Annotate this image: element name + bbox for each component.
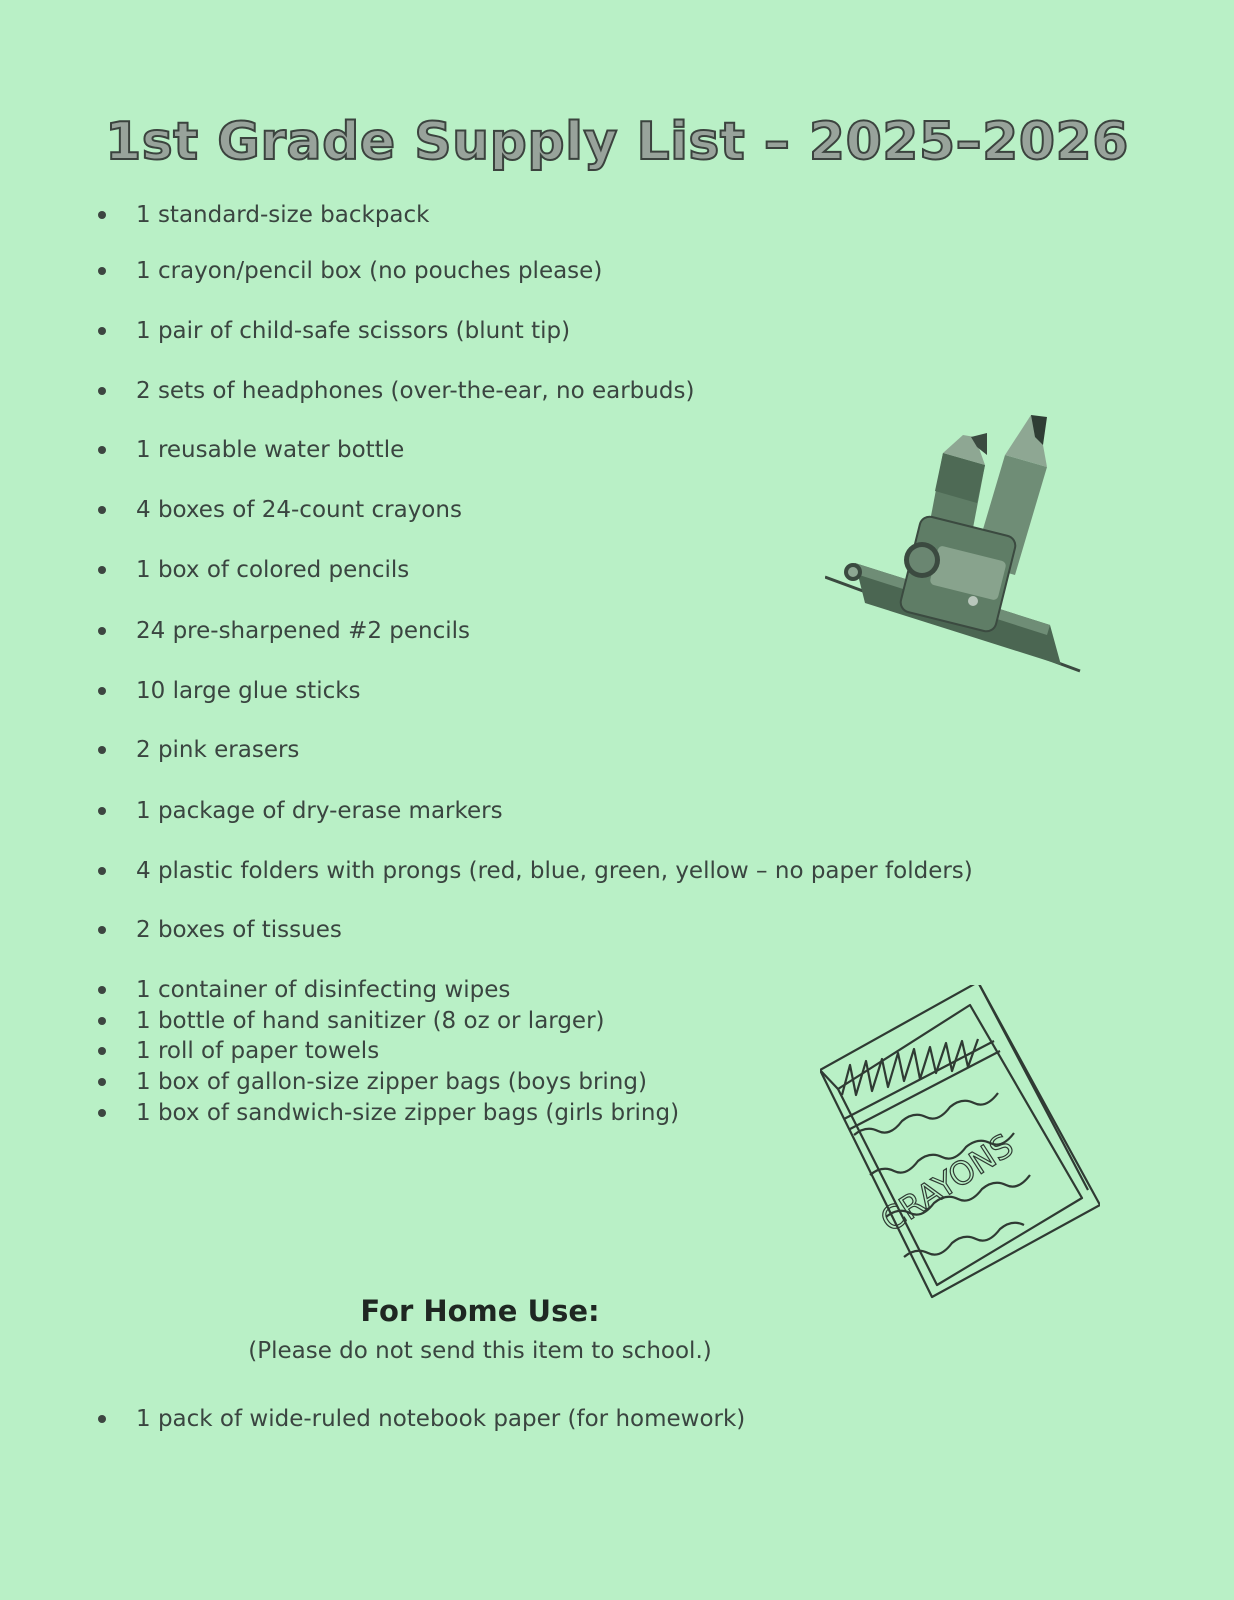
bullet-icon: [98, 627, 106, 635]
page-title: 1st Grade Supply List – 2025–2026: [105, 112, 1129, 172]
list-item-text: 1 crayon/pencil box (no pouches please): [136, 258, 603, 284]
bullet-icon: [98, 327, 106, 335]
list-item-text: 1 standard-size backpack: [136, 202, 430, 228]
list-item-text: 1 box of colored pencils: [136, 557, 410, 583]
bullet-icon: [98, 1109, 106, 1117]
bullet-icon: [98, 1017, 106, 1025]
list-item-text: 10 large glue sticks: [136, 678, 361, 704]
list-item-text: 1 box of sandwich-size zipper bags (girls bring): [136, 1100, 680, 1126]
bullet-icon: [98, 267, 106, 275]
list-item-text: 1 box of gallon-size zipper bags (boys bring): [136, 1069, 647, 1095]
bullet-icon: [98, 446, 106, 454]
bullet-icon: [98, 387, 106, 395]
bullet-icon: [98, 867, 106, 875]
list-item-text: 1 pack of wide-ruled notebook paper (for homework): [136, 1406, 746, 1432]
bullet-icon: [98, 566, 106, 574]
bullet-icon: [98, 1078, 106, 1086]
crayon-box-label: CRAYONS: [873, 1126, 1021, 1240]
bullet-icon: [98, 211, 106, 219]
bullet-icon: [98, 1047, 106, 1055]
home-use-note: (Please do not send this item to school.): [248, 1338, 712, 1364]
list-item-text: 2 boxes of tissues: [136, 917, 342, 943]
bullet-icon: [98, 746, 106, 754]
bullet-icon: [98, 1415, 106, 1423]
list-item-text: 2 sets of headphones (over-the-ear, no earbuds): [136, 378, 695, 404]
list-item-text: 1 reusable water bottle: [136, 437, 405, 463]
bullet-icon: [98, 807, 106, 815]
crayon-box-icon: [820, 985, 1100, 1305]
list-item-text: 2 pink erasers: [136, 737, 300, 763]
list-item-text: 4 plastic folders with prongs (red, blue, green, yellow – no paper folders): [136, 858, 973, 884]
pencils-sharpener-icon: [825, 415, 1095, 685]
list-item-text: 1 container of disinfecting wipes: [136, 977, 511, 1003]
list-item-text: 1 bottle of hand sanitizer (8 oz or larger): [136, 1008, 605, 1034]
bullet-icon: [98, 926, 106, 934]
list-item-text: 1 pair of child-safe scissors (blunt tip): [136, 318, 571, 344]
bullet-icon: [98, 986, 106, 994]
list-item-text: 1 roll of paper towels: [136, 1038, 380, 1064]
list-item-text: 4 boxes of 24-count crayons: [136, 497, 462, 523]
list-item-text: 24 pre-sharpened #2 pencils: [136, 618, 471, 644]
bullet-icon: [98, 687, 106, 695]
list-item-text: 1 package of dry-erase markers: [136, 798, 503, 824]
bullet-icon: [98, 506, 106, 514]
home-use-heading: For Home Use:: [360, 1294, 600, 1328]
